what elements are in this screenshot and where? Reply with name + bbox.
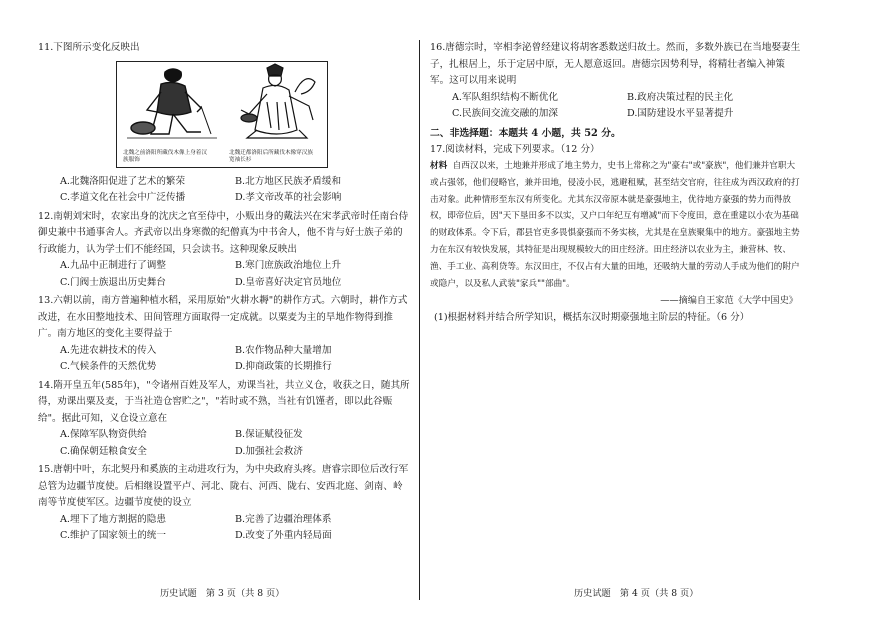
option-d: D.孝文帝改革的社会影响 — [235, 192, 342, 203]
option-b: B.寒门庶族政治地位上升 — [235, 260, 342, 271]
question-15-options — [38, 512, 410, 545]
option-d: D.抑商政策的长期推行 — [235, 361, 332, 372]
question-11-illustration — [116, 61, 328, 168]
option-d: D.加强社会救济 — [235, 445, 303, 457]
option-b: B.北方地区民族矛盾缓和 — [235, 175, 342, 187]
option-b: B.保证赋役征发 — [235, 429, 303, 440]
option-a: A.先进农耕技术的传入 — [60, 344, 157, 356]
question-16-options — [430, 90, 802, 123]
page-footer-right: 历史试题 第 4 页（共 8 页） — [574, 588, 699, 599]
option-a: A.军队组织结构不断优化 — [452, 91, 558, 103]
material-text: 自西汉以来，土地兼并形成了地主势力，史书上常称之为"豪右"或"豪族"，他们兼并官职大或占强邻，他们侵略官，兼并田地，侵凌小民，逃避租赋，甚至结交官府，往往成为西汉政府的打击对象。此种情形至东汉有所变化。尤其东汉帝原本就是豪强地主，优待地方豪强的势力而得放权，即帝位后，因"天下垦田多不以实，又户口年纪互有增减"而下令度田，意在重建以小农为基础的财政体系。令下后，郡县官吏多畏惧豪强而不务实核，尤其是在皇族聚集中的地方。豪强地主势力在东汉有较快发展，其特征是出现规模较大的田庄经济。田庄经济以农业为主，兼营林、牧、渔、手工业、高利贷等。东汉田庄，不仅占有大量的田地，还吸纳大量的劳动人手成为他们的附户或隐户，以及私人武装"家兵""部曲"。 — [430, 161, 800, 289]
option-a: A.埋下了地方割据的隐患 — [60, 513, 166, 525]
question-13-options — [38, 343, 410, 376]
option-c: C.气候条件的天然优势 — [60, 361, 157, 372]
option-d: D.国防建设水平显著提升 — [627, 108, 734, 119]
page-footer-left: 历史试题 第 3 页（共 8 页） — [160, 588, 285, 599]
material-source: ——摘编自王家范《大学中国史》 — [660, 295, 798, 307]
question-13-stem: 13.六朝以前，南方普遍种植水稻，采用原始"火耕水耨"的耕作方式。六朝时，耕作方式改进，在水田整地技术、田间管理方面取得一定成就。以粟麦为主的旱地作物得到推广。南方地区的变化主要得益于 — [38, 295, 408, 339]
option-c: C.确保朝廷粮食安全 — [60, 445, 147, 457]
question-17-sub-1: (1)根据材料并结合所学知识，概括东汉时期豪强地主阶层的特征。（6 分） — [434, 312, 750, 324]
figure-left-icon — [127, 69, 217, 138]
option-d: D.皇帝喜好决定官员地位 — [235, 276, 342, 288]
option-c: C.孝道文化在社会中广泛传播 — [60, 192, 186, 203]
question-12-options — [38, 258, 410, 291]
option-a: A.北魏洛阳促进了艺术的繁荣 — [60, 175, 186, 187]
option-b: B.完善了边疆治理体系 — [235, 513, 332, 525]
left-column — [38, 40, 410, 547]
option-c: C.维护了国家领土的统一 — [60, 530, 166, 541]
column-divider — [419, 40, 420, 600]
option-a: A.九品中正制进行了调整 — [60, 260, 166, 271]
option-b: B.农作物品种大量增加 — [235, 344, 332, 356]
question-16-stem: 16.唐德宗时，宰相李泌曾经建议将胡客悉数送归故土。然而，多数外族已在当地娶妻生子，扎根居上，乐于定居中原，无人愿意返回。唐德宗因势利导，将精壮者编入神策军。这可以用来说明 — [430, 42, 801, 86]
figure-right-icon — [241, 64, 315, 138]
section-heading: 二、非选择题：本题共 4 小题，共 52 分。 — [430, 127, 621, 139]
question-11-options — [38, 174, 410, 207]
question-14-options — [38, 427, 410, 460]
option-c: C.民族间交流交融的加深 — [452, 108, 558, 119]
option-d: D.改变了外重内轻局面 — [235, 530, 332, 541]
option-c: C.门阀士族退出历史舞台 — [60, 276, 166, 288]
material-label: 材料 — [430, 161, 448, 171]
question-17-stem: 17.阅读材料，完成下列要求。（12 分） — [430, 143, 600, 155]
option-a: A.保障军队物资供给 — [60, 429, 147, 440]
caption-left: 北魏之前洛阳所藏伐木像上身着汉族服饰 — [123, 149, 207, 163]
caption-right: 北魏迁都洛阳后所藏伐木像穿汉族宽袖长衫 — [229, 149, 313, 163]
question-11-stem: 11.下图所示变化反映出 — [38, 42, 140, 53]
question-12-stem: 12.南朝刘宋时，农家出身的沈庆之官至侍中，小贩出身的戴法兴在宋孝武帝时任南台侍御史兼中书通事舍人。齐武帝以出身寒微的纪僧真为中书舍人，他不肯与好士族子弟的行政能力，认为学士们不能经国，只会读书。这种现象反映出 — [38, 210, 409, 255]
question-17-material — [430, 158, 802, 292]
option-b: B.政府决策过程的民主化 — [627, 91, 734, 103]
right-column — [430, 40, 802, 326]
question-14-stem: 14.隋开皇五年(585年)，"令诸州百姓及军人，劝课当社，共立义仓，收获之日，随其所得，劝课出粟及麦，于当社造仓窖贮之"，"若时或不熟，当社有饥馑者，即以此谷赈给"。据此可知，义仓设立意在 — [38, 379, 410, 424]
question-15-stem: 15.唐朝中叶，东北契丹和奚族的主动进攻行为，为中央政府头疼。唐睿宗即位后改行军总管为边疆节度使。后相继设置平卢、河北、陇右、河西、陇右、安西北庭、剑南、岭南等节度使军区。边疆节度使的设立 — [38, 464, 409, 508]
